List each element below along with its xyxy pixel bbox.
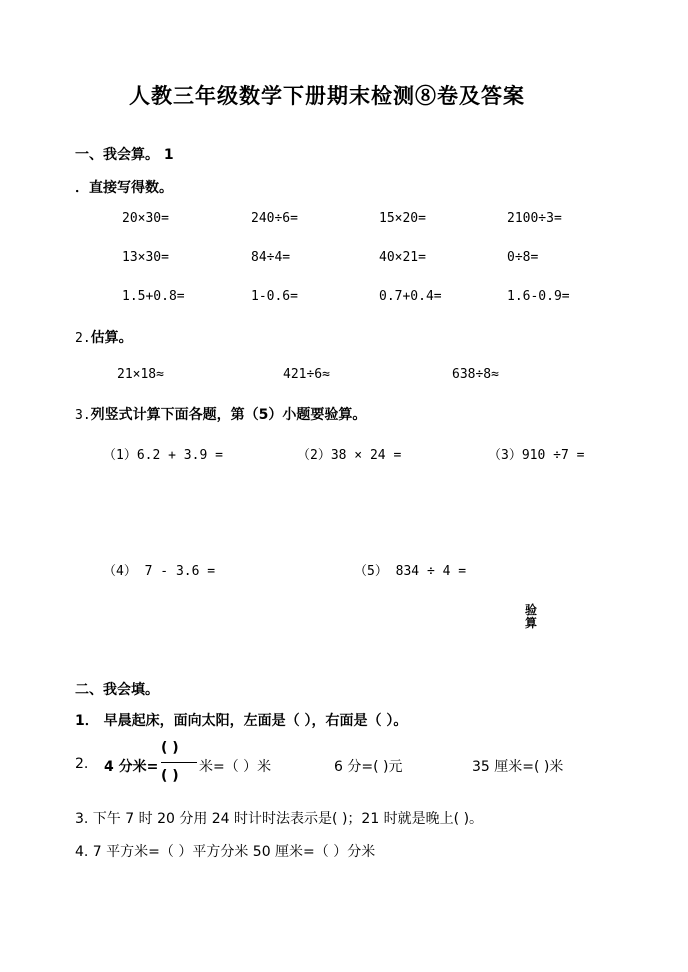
check-label bbox=[524, 604, 538, 630]
section2-heading: 二、我会填。 bbox=[75, 682, 159, 698]
sub3-number: 3. bbox=[75, 408, 91, 423]
fraction-blank bbox=[161, 740, 199, 788]
vertical-calc-item: （4） 7 - 3.6 = bbox=[103, 564, 216, 579]
calc-item: 20×30= bbox=[122, 211, 169, 226]
vertical-calc-item: （1）6.2 + 3.9 = bbox=[103, 448, 223, 463]
fill-question-1: 1． 早晨起床，面向太阳，左面是（ ），右面是（ ）。 bbox=[75, 713, 408, 729]
calc-item: 0.7+0.4= bbox=[379, 289, 442, 304]
calc-item: 13×30= bbox=[122, 250, 169, 265]
vertical-calc-item: （5） 834 ÷ 4 = bbox=[354, 564, 467, 579]
fill-question-2-part3: 35 厘米=( )米 bbox=[472, 759, 564, 775]
calc-item: 0÷8= bbox=[507, 250, 539, 265]
fraction-bar bbox=[161, 762, 197, 763]
fill-question-3: 3. 下午 7 时 20 分用 24 时计时法表示是( )；21 时就是晚上( )。 bbox=[75, 811, 484, 827]
vertical-calc-item: （2）38 × 24 = bbox=[297, 448, 402, 463]
estimate-item: 421÷6≈ bbox=[283, 367, 330, 382]
estimate-item: 21×18≈ bbox=[117, 367, 164, 382]
calc-item: 84÷4= bbox=[251, 250, 291, 265]
check-char: 验 bbox=[524, 603, 537, 617]
section1-sub1: ．直接写得数。 bbox=[75, 180, 173, 196]
fill-question-4: 4. 7 平方米=（ ）平方分米 50 厘米=（ ）分米 bbox=[75, 844, 376, 860]
check-char: 算 bbox=[524, 616, 537, 630]
calc-item: 15×20= bbox=[379, 211, 426, 226]
section1-sub2 bbox=[75, 327, 133, 347]
fill-question-2-number: 2. bbox=[75, 756, 89, 772]
fraction-denominator: ( ) bbox=[161, 768, 179, 784]
section1-heading: 一、我会算。 1 bbox=[75, 147, 174, 163]
page-title: 人教三年级数学下册期末检测⑧卷及答案 bbox=[129, 83, 525, 108]
fill-question-2-part2: 6 分=( )元 bbox=[334, 759, 403, 775]
fraction-numerator: ( ) bbox=[161, 740, 179, 756]
fill-question-2-suffix: 米=（ ）米 bbox=[199, 759, 272, 775]
calc-item: 240÷6= bbox=[251, 211, 298, 226]
calc-item: 1.6-0.9= bbox=[507, 289, 570, 304]
calc-item: 2100÷3= bbox=[507, 211, 562, 226]
estimate-item: 638÷8≈ bbox=[452, 367, 499, 382]
section1-sub3 bbox=[75, 404, 366, 424]
sub2-number: 2. bbox=[75, 331, 91, 346]
vertical-calc-item: （3）910 ÷7 = bbox=[488, 448, 585, 463]
calc-item: 1-0.6= bbox=[251, 289, 298, 304]
calc-item: 1.5+0.8= bbox=[122, 289, 185, 304]
fill-question-2-prefix: 4 分米= bbox=[104, 759, 159, 775]
sub3-text: 列竖式计算下面各题，第（5）小题要验算。 bbox=[90, 407, 367, 423]
sub2-text: 估算。 bbox=[90, 330, 133, 346]
calc-item: 40×21= bbox=[379, 250, 426, 265]
